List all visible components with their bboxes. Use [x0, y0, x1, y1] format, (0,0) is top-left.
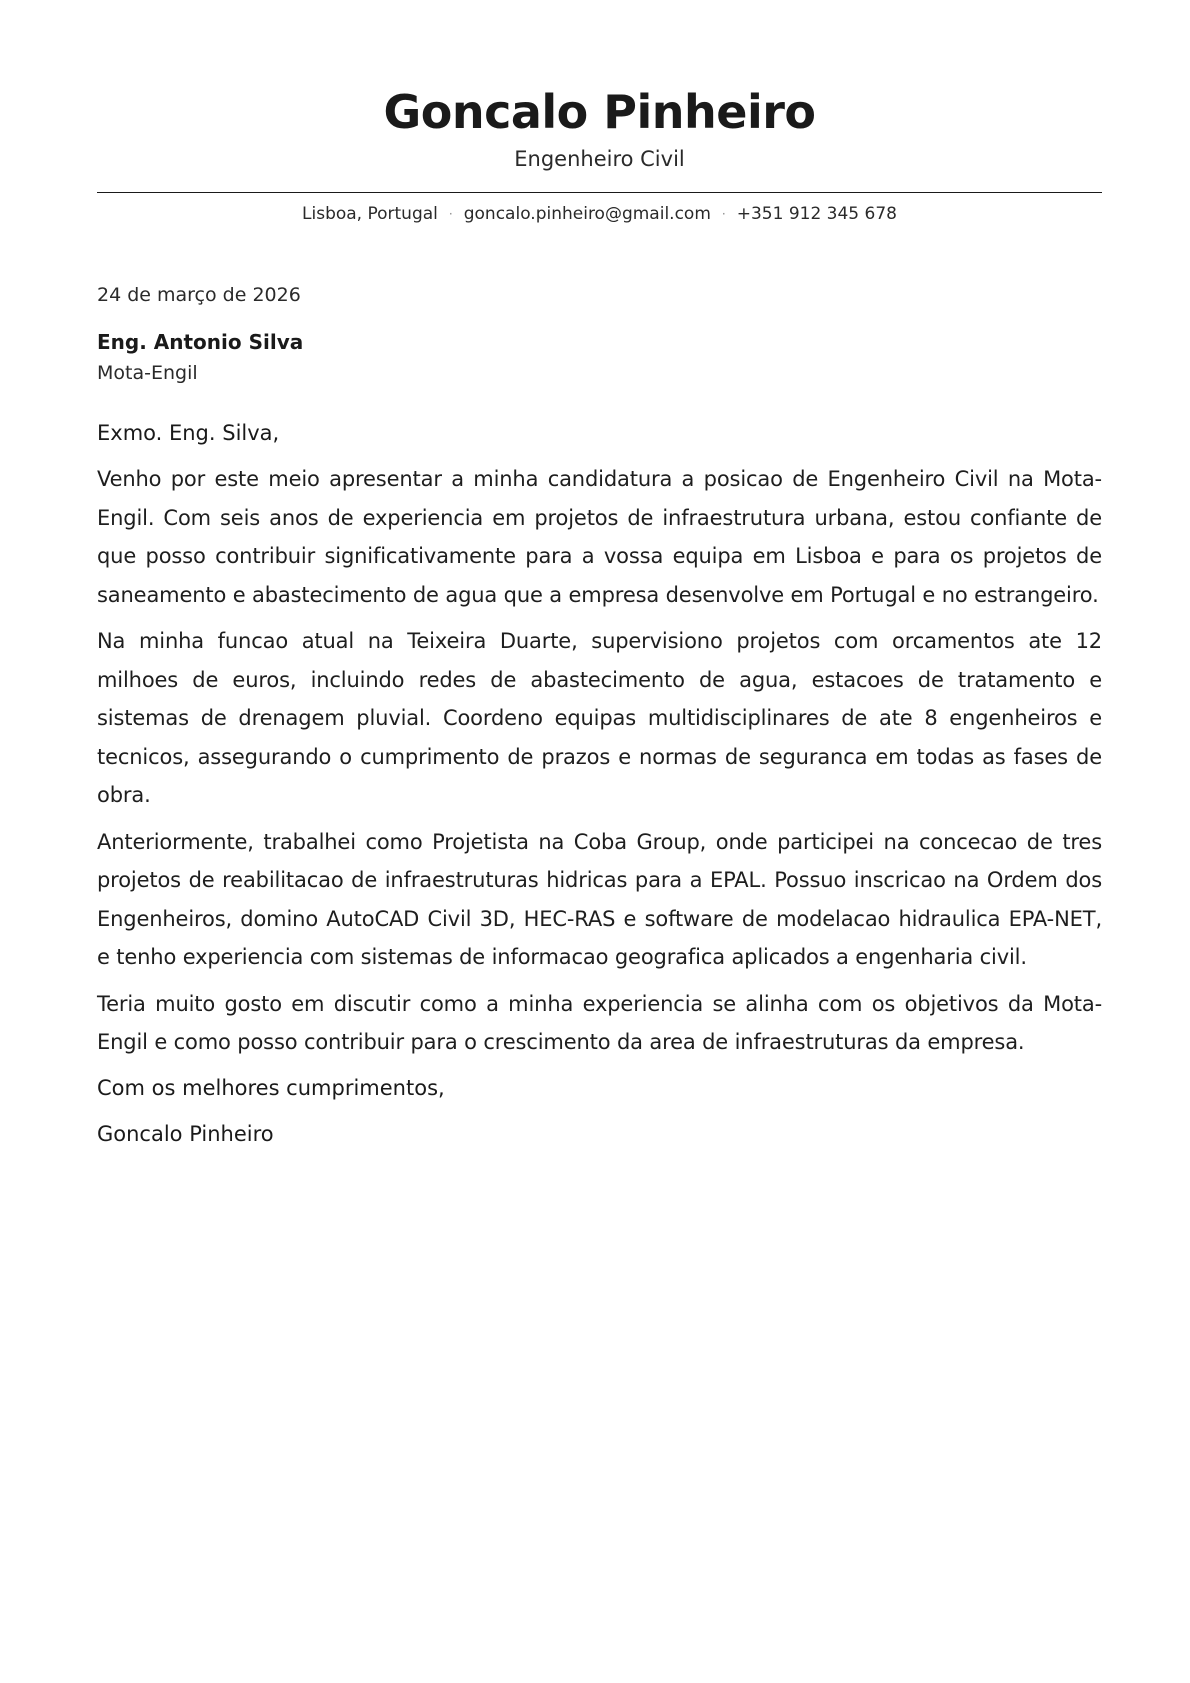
- contact-email[interactable]: goncalo.pinheiro@gmail.com: [463, 204, 711, 224]
- body-paragraph: Teria muito gosto em discutir como a minha experiencia se alinha com os objetivos da Mota-Engil e como posso contribuir para o crescimento da area de infraestruturas da empresa.: [97, 991, 1102, 1054]
- salutation: Exmo. Eng. Silva,: [97, 421, 280, 445]
- contact-separator: ·: [721, 207, 726, 221]
- closing-line: Com os melhores cumprimentos,: [97, 1075, 445, 1100]
- header-divider: [97, 192, 1102, 193]
- recipient-block: [97, 328, 1102, 387]
- body-paragraph: Anteriormente, trabalhei como Projetista na Coba Group, onde participei na concecao de tres projetos de reabilitacao de infraestruturas hidricas para a EPAL. Possuo inscricao na Ordem dos Engenheiros, domino AutoCAD Civil 3D, HEC-RAS e software de modelacao hidraulica EPA-NET, e tenho experiencia com sistemas de informacao geografica aplicados a engenharia civil.: [97, 829, 1102, 969]
- contact-location: Lisboa, Portugal: [302, 204, 438, 224]
- contact-line: [97, 203, 1102, 225]
- letter-header: [97, 0, 1102, 225]
- contact-phone[interactable]: +351 912 345 678: [736, 204, 897, 224]
- signature-name: Goncalo Pinheiro: [97, 1121, 274, 1146]
- applicant-name: Goncalo Pinheiro: [383, 85, 816, 139]
- letter-date: 24 de março de 2026: [97, 284, 301, 306]
- applicant-role: Engenheiro Civil: [514, 147, 685, 171]
- letter-body: [97, 460, 1102, 1062]
- body-paragraph: Na minha funcao atual na Teixeira Duarte, supervisiono projetos com orcamentos ate 12 milhoes de euros, incluindo redes de abastecimento de agua, estacoes de tratamento e sistemas de drenagem pluvial. Coordeno equipas multidisciplinares de ate 8 engenheiros e tecnicos, assegurando o cumprimento de prazos e normas de seguranca em todas as fases de obra.: [97, 629, 1102, 807]
- body-paragraph: Venho por este meio apresentar a minha candidatura a posicao de Engenheiro Civil na Mota-Engil. Com seis anos de experiencia em projetos de infraestrutura urbana, estou confiante de que posso contribuir significativamente para a vossa equipa em Lisboa e para os projetos de saneamento e abastecimento de agua que a empresa desenvolve em Portugal e no estrangeiro.: [97, 467, 1102, 607]
- recipient-company: Mota-Engil: [97, 362, 198, 384]
- contact-separator: ·: [448, 207, 453, 221]
- recipient-name: Eng. Antonio Silva: [97, 330, 304, 354]
- cover-letter-page: [97, 0, 1102, 1148]
